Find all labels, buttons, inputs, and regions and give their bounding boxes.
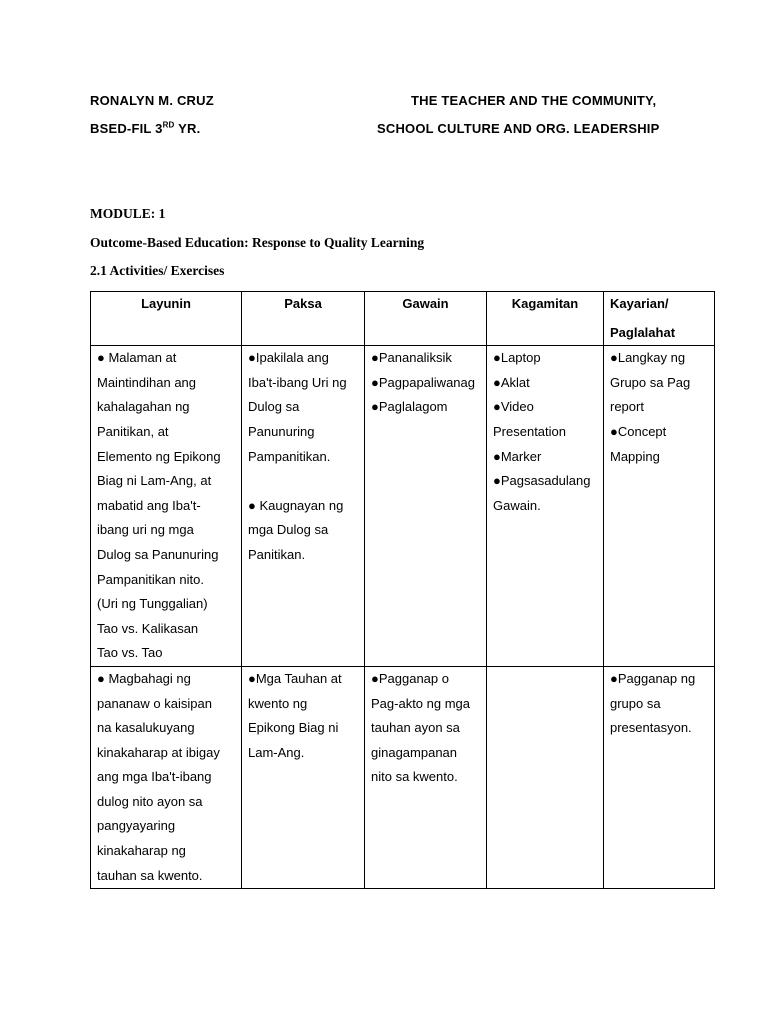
cell-line: ●Mga Tauhan at: [248, 670, 342, 686]
subject-title-line2: SCHOOL CULTURE AND ORG. LEADERSHIP: [377, 121, 660, 136]
cell-line: ●Concept: [610, 423, 667, 439]
cell-line: Presentation: [493, 423, 566, 439]
section-title: 2.1 Activities/ Exercises: [90, 263, 225, 278]
cell-line: kinakaharap at ibigay: [97, 744, 220, 760]
cell-kayarian: [604, 346, 715, 667]
cell-line: Gawain.: [493, 497, 541, 513]
cell-line: pananaw o kaisipan: [97, 695, 212, 711]
header-kagamitan: Kagamitan: [487, 292, 604, 346]
cell-line: tauhan ayon sa: [371, 720, 460, 736]
cell-line: Iba't-ibang Uri ng: [248, 374, 347, 390]
module-title: MODULE: 1: [90, 206, 166, 221]
course-suffix: YR.: [174, 121, 201, 136]
cell-line: Elemento ng Epikong: [97, 448, 221, 464]
subject-title-line1: THE TEACHER AND THE COMMUNITY,: [411, 93, 657, 108]
cell-line: ●Pananaliksik: [371, 350, 452, 366]
cell-line: (Uri ng Tunggalian): [97, 596, 208, 612]
module-topic: Outcome-Based Education: Response to Quality Learning: [90, 235, 425, 250]
course-year: [90, 121, 200, 136]
header-kayarian: [604, 292, 715, 346]
cell-line: Tao vs. Tao: [97, 645, 163, 661]
cell-line: ●Pagganap o: [371, 670, 449, 686]
course-superscript: RD: [162, 120, 175, 130]
cell-line: Epikong Biag ni: [248, 720, 339, 736]
header-gawain: Gawain: [365, 292, 487, 346]
cell-paksa: [242, 346, 365, 667]
cell-line: Grupo sa Pag: [610, 374, 691, 390]
student-name: RONALYN M. CRUZ: [90, 93, 214, 108]
course-prefix: BSED-FIL 3: [90, 121, 163, 136]
cell-line: pangyayaring: [97, 818, 176, 834]
cell-line: ●Aklat: [493, 374, 530, 390]
cell-line: Maintindihan ang: [97, 374, 197, 390]
cell-line: kwento ng: [248, 695, 308, 711]
cell-line: Panitikan, at: [97, 423, 169, 439]
cell-line: ●Pagganap ng: [610, 670, 696, 686]
table-row: [91, 666, 715, 888]
cell-line: Pampanitikan.: [248, 448, 331, 464]
cell-line: ●Ipakilala ang: [248, 350, 329, 366]
cell-line: ginagampanan: [371, 744, 458, 760]
cell-line: Pampanitikan nito.: [97, 571, 204, 587]
cell-line: Dulog sa: [248, 399, 300, 415]
paksa-part-a: [248, 346, 358, 469]
cell-line: Tao vs. Kalikasan: [97, 620, 199, 636]
paksa-part-b: [248, 494, 358, 568]
cell-kagamitan: [487, 346, 604, 667]
cell-line: tauhan sa kwento.: [97, 867, 203, 883]
cell-line: ●Laptop: [493, 350, 541, 366]
table-header-row: [91, 292, 715, 346]
header-paksa: Paksa: [242, 292, 365, 346]
table-row: [91, 346, 715, 667]
cell-line: ●Pagpapaliwanag: [371, 374, 475, 390]
cell-line: Dulog sa Panunuring: [97, 546, 219, 562]
cell-line: Mapping: [610, 448, 660, 464]
cell-line: dulog nito ayon sa: [97, 793, 203, 809]
cell-line: kahalagahan ng: [97, 399, 190, 415]
cell-line: kinakaharap ng: [97, 843, 186, 859]
cell-line: ang mga Iba't-ibang: [97, 769, 212, 785]
cell-line: ●Pagsasadulang: [493, 473, 591, 489]
cell-layunin: [91, 666, 242, 888]
cell-line: report: [610, 399, 644, 415]
cell-line: ●Paglalagom: [371, 399, 448, 415]
cell-line: ●Langkay ng: [610, 350, 686, 366]
cell-kayarian: [604, 666, 715, 888]
cell-line: grupo sa: [610, 695, 661, 711]
cell-line: Lam-Ang.: [248, 744, 305, 760]
cell-line: Pag-akto ng mga: [371, 695, 471, 711]
cell-gawain: [365, 666, 487, 888]
cell-line: Biag ni Lam-Ang, at: [97, 473, 212, 489]
cell-line: ibang uri ng mga: [97, 522, 194, 538]
cell-line: presentasyon.: [610, 720, 692, 736]
cell-line: nito sa kwento.: [371, 769, 458, 785]
cell-line: Panunuring: [248, 423, 315, 439]
cell-gawain: [365, 346, 487, 667]
cell-line: ● Kaugnayan ng: [248, 497, 344, 513]
cell-line: na kasalukuyang: [97, 720, 195, 736]
cell-paksa: [242, 666, 365, 888]
header-layunin: Layunin: [91, 292, 242, 346]
cell-line: ● Magbahagi ng: [97, 670, 191, 686]
cell-line: ●Marker: [493, 448, 542, 464]
cell-line: mabatid ang Iba't-: [97, 497, 201, 513]
activities-table: [90, 291, 715, 889]
cell-kagamitan: [487, 666, 604, 888]
header-kayarian-line1: Kayarian/: [610, 296, 669, 311]
cell-line: mga Dulog sa: [248, 522, 329, 538]
cell-line: ● Malaman at: [97, 350, 177, 366]
cell-line: ●Video: [493, 399, 534, 415]
header-kayarian-line2: Paglalahat: [610, 324, 676, 340]
cell-line: Panitikan.: [248, 546, 306, 562]
cell-layunin: [91, 346, 242, 667]
